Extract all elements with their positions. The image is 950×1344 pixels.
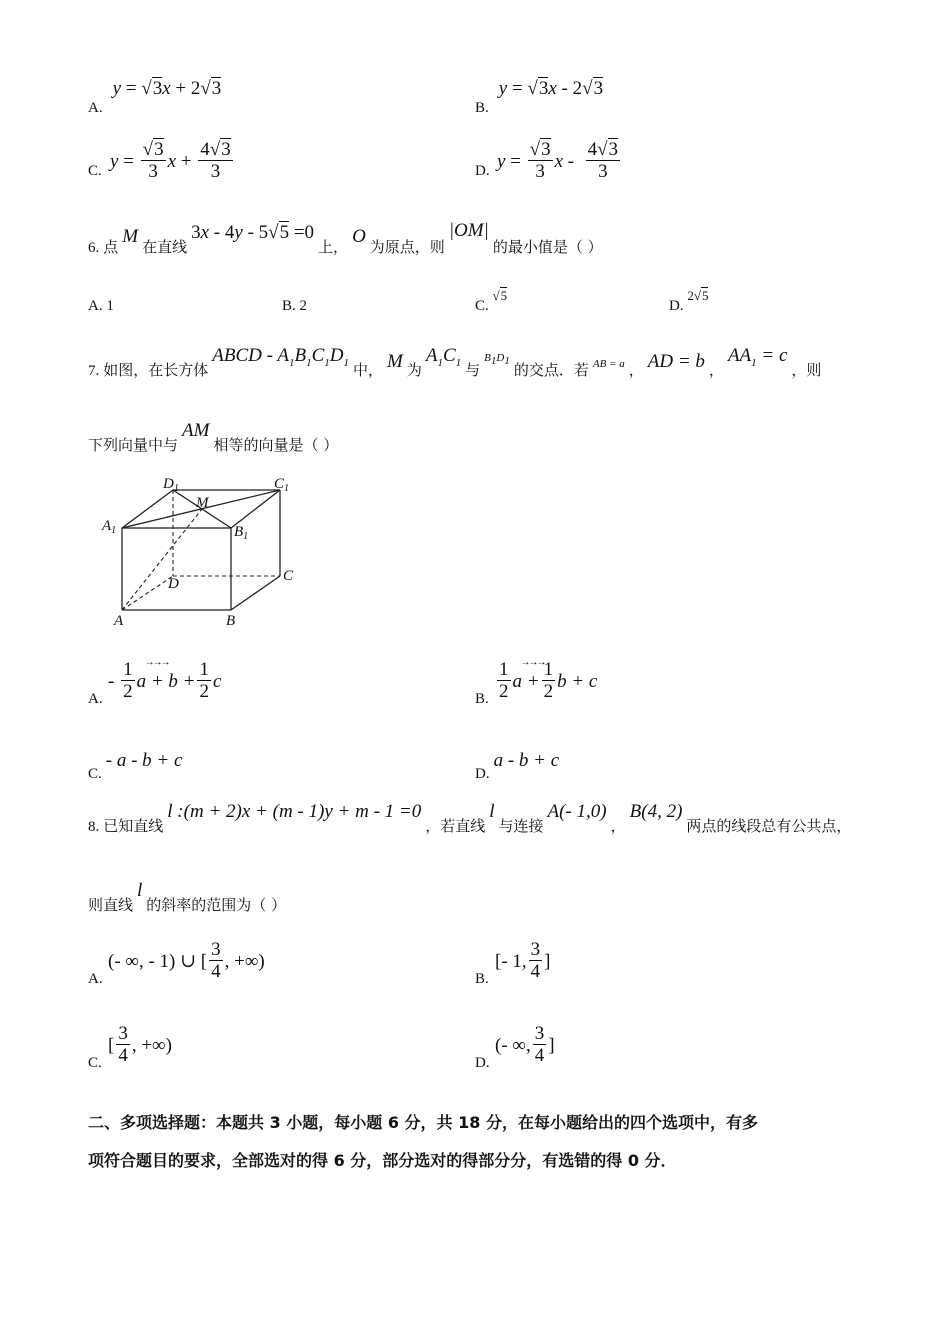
q6-option-d xyxy=(669,288,709,315)
question-text: ， xyxy=(628,361,644,379)
option-label: D. xyxy=(475,766,490,782)
q7-stem-line2 xyxy=(88,420,339,454)
math-vector-am: AM xyxy=(182,420,210,441)
option-label: B. xyxy=(475,100,489,116)
section2-line1: 二、多项选择题：本题共 3 小题，每小题 6 分，共 18 分，在每小题给出的四个选项中，有多 xyxy=(88,1113,758,1132)
option-formula: y = $\frac{√3}{3}$ x + $\frac{4√3}{3}$ xyxy=(110,139,231,182)
math-ab-eq-a: AB = a xyxy=(592,358,625,370)
option-label: D. xyxy=(475,163,490,179)
q6-option-b xyxy=(282,298,307,315)
option-label: A. xyxy=(88,298,103,314)
question-text: 上， xyxy=(318,238,349,256)
question-number: 8. xyxy=(88,819,100,835)
q5-option-c xyxy=(88,139,231,182)
option-label: C. xyxy=(88,163,102,179)
question-text: 已知直线 xyxy=(103,817,164,835)
question-text: 与 xyxy=(465,361,481,379)
q5-option-d xyxy=(475,139,619,182)
q8-option-d xyxy=(475,1023,555,1071)
option-formula: a - b + c xyxy=(493,750,560,771)
option-formula: [- 1, $\frac{3}{4}$ ] xyxy=(495,939,551,982)
option-formula: y = $\frac{√3}{3}$ x - $\frac{4√3}{3}$ xyxy=(497,139,619,182)
math-point-m: M xyxy=(122,226,139,247)
q8-option-a xyxy=(88,939,265,987)
q7-stem-line1 xyxy=(88,345,822,379)
question-number: 7. xyxy=(88,363,100,379)
label-c1: $C_1$ xyxy=(274,476,290,494)
question-text: 为 xyxy=(406,361,422,379)
label-a1: $A_1$ xyxy=(102,518,117,536)
question-text: ， xyxy=(610,817,626,835)
math-segment-a1c1: $A_1C_1$ xyxy=(425,345,462,369)
math-line-l-equation: l :(m + 2)x + (m - 1)y + m - 1 =0 xyxy=(167,801,422,822)
question-number: 6. xyxy=(88,240,100,256)
math-cuboid-name: ABCD - $A_1B_1C_1D_1$ xyxy=(212,345,349,369)
option-formula: [ $\frac{3}{4}$ , +∞) xyxy=(108,1023,172,1066)
label-b: B xyxy=(226,613,236,629)
option-formula: (- ∞, - 1) ∪ [ $\frac{3}{4}$ , +∞) xyxy=(108,939,265,982)
q7-option-a xyxy=(88,656,222,707)
math-segment-b1d1: $B_1D_1$ xyxy=(484,352,510,368)
question-text: 下列向量中与 xyxy=(88,436,179,454)
question-text: ，则 xyxy=(791,361,822,379)
math-point-a: A(- 1,0) xyxy=(547,801,607,822)
option-label: B. xyxy=(475,691,489,707)
question-text: 如图，在长方体 xyxy=(103,361,209,379)
math-point-m: M xyxy=(387,351,403,372)
label-m: M xyxy=(196,495,209,511)
option-label: A. xyxy=(88,691,103,707)
option-label: A. xyxy=(88,100,103,116)
math-abs-om: |OM| xyxy=(448,220,489,241)
option-value: 2 xyxy=(299,298,308,314)
q7-option-b xyxy=(475,656,598,707)
option-formula: $\frac{1}{2}$ a + →→→ $\frac{1}{2}$ b + c xyxy=(499,656,598,702)
section2-line2: 项符合题目的要求，全部选对的得 6 分，部分选对的得部分分，有选错的得 0 分． xyxy=(88,1151,677,1170)
option-label: D. xyxy=(475,1055,490,1071)
math-line-equation: 3x - 4y - 5√5 =0 xyxy=(191,222,315,243)
question-text: 中， xyxy=(353,361,384,379)
label-d: D xyxy=(168,576,179,592)
math-line-l: l xyxy=(489,801,495,822)
q5-option-a xyxy=(88,78,222,116)
option-formula: y = √3x - 2√3 xyxy=(498,78,604,99)
option-label: C. xyxy=(88,1055,102,1071)
math-line-l: l xyxy=(137,880,143,901)
q6-option-c xyxy=(475,288,508,315)
question-text: 点 xyxy=(103,238,119,256)
q6-option-a xyxy=(88,298,114,315)
question-text: 的最小值是（ ） xyxy=(492,238,603,256)
label-d1: $D_1$ xyxy=(163,476,179,494)
option-formula: - $\frac{1}{2}$ a + b + →→→ $\frac{1}{2}$ c xyxy=(108,656,222,702)
option-label: D. xyxy=(669,298,684,314)
math-origin-o: O xyxy=(352,226,366,247)
option-label: B. xyxy=(282,298,296,314)
q8-stem-line1 xyxy=(88,801,852,835)
option-formula: y = √3x + 2√3 xyxy=(112,78,222,99)
math-point-b: B(4, 2) xyxy=(629,801,683,822)
question-text: ， xyxy=(708,361,724,379)
q6-stem xyxy=(88,220,603,256)
q8-stem-line2 xyxy=(88,880,287,914)
q7-option-d xyxy=(475,750,560,782)
question-text: 则直线 xyxy=(88,896,134,914)
question-text: ，若直线 xyxy=(425,817,486,835)
option-label: A. xyxy=(88,971,103,987)
option-formula: √5 xyxy=(492,288,508,303)
option-label: C. xyxy=(475,298,489,314)
option-label: C. xyxy=(88,766,102,782)
question-text: 的交点．若 xyxy=(513,361,589,379)
option-formula: 2√5 xyxy=(687,288,709,303)
label-c: C xyxy=(283,568,294,584)
question-text: 为原点，则 xyxy=(369,238,445,256)
q5-option-b xyxy=(475,78,604,116)
question-text: 两点的线段总有公共点， xyxy=(686,817,852,835)
label-b1: $B_1$ xyxy=(234,524,249,542)
math-aa1-eq-c: $AA_1 = c$ xyxy=(727,345,788,369)
q8-option-c xyxy=(88,1023,172,1071)
q8-option-b xyxy=(475,939,551,987)
math-ad-eq-b: AD = b xyxy=(647,351,705,372)
option-formula: (- ∞, $\frac{3}{4}$ ] xyxy=(495,1023,555,1066)
option-formula: - a - b + c xyxy=(105,750,183,771)
q7-option-c xyxy=(88,750,183,782)
question-text: 的斜率的范围为（ ） xyxy=(146,896,287,914)
cuboid-figure xyxy=(96,470,306,630)
question-text: 相等的向量是（ ） xyxy=(213,436,339,454)
question-text: 与连接 xyxy=(498,817,544,835)
label-a: A xyxy=(114,613,124,629)
option-label: B. xyxy=(475,971,489,987)
question-text: 在直线 xyxy=(142,238,188,256)
option-value: 1 xyxy=(106,298,114,314)
